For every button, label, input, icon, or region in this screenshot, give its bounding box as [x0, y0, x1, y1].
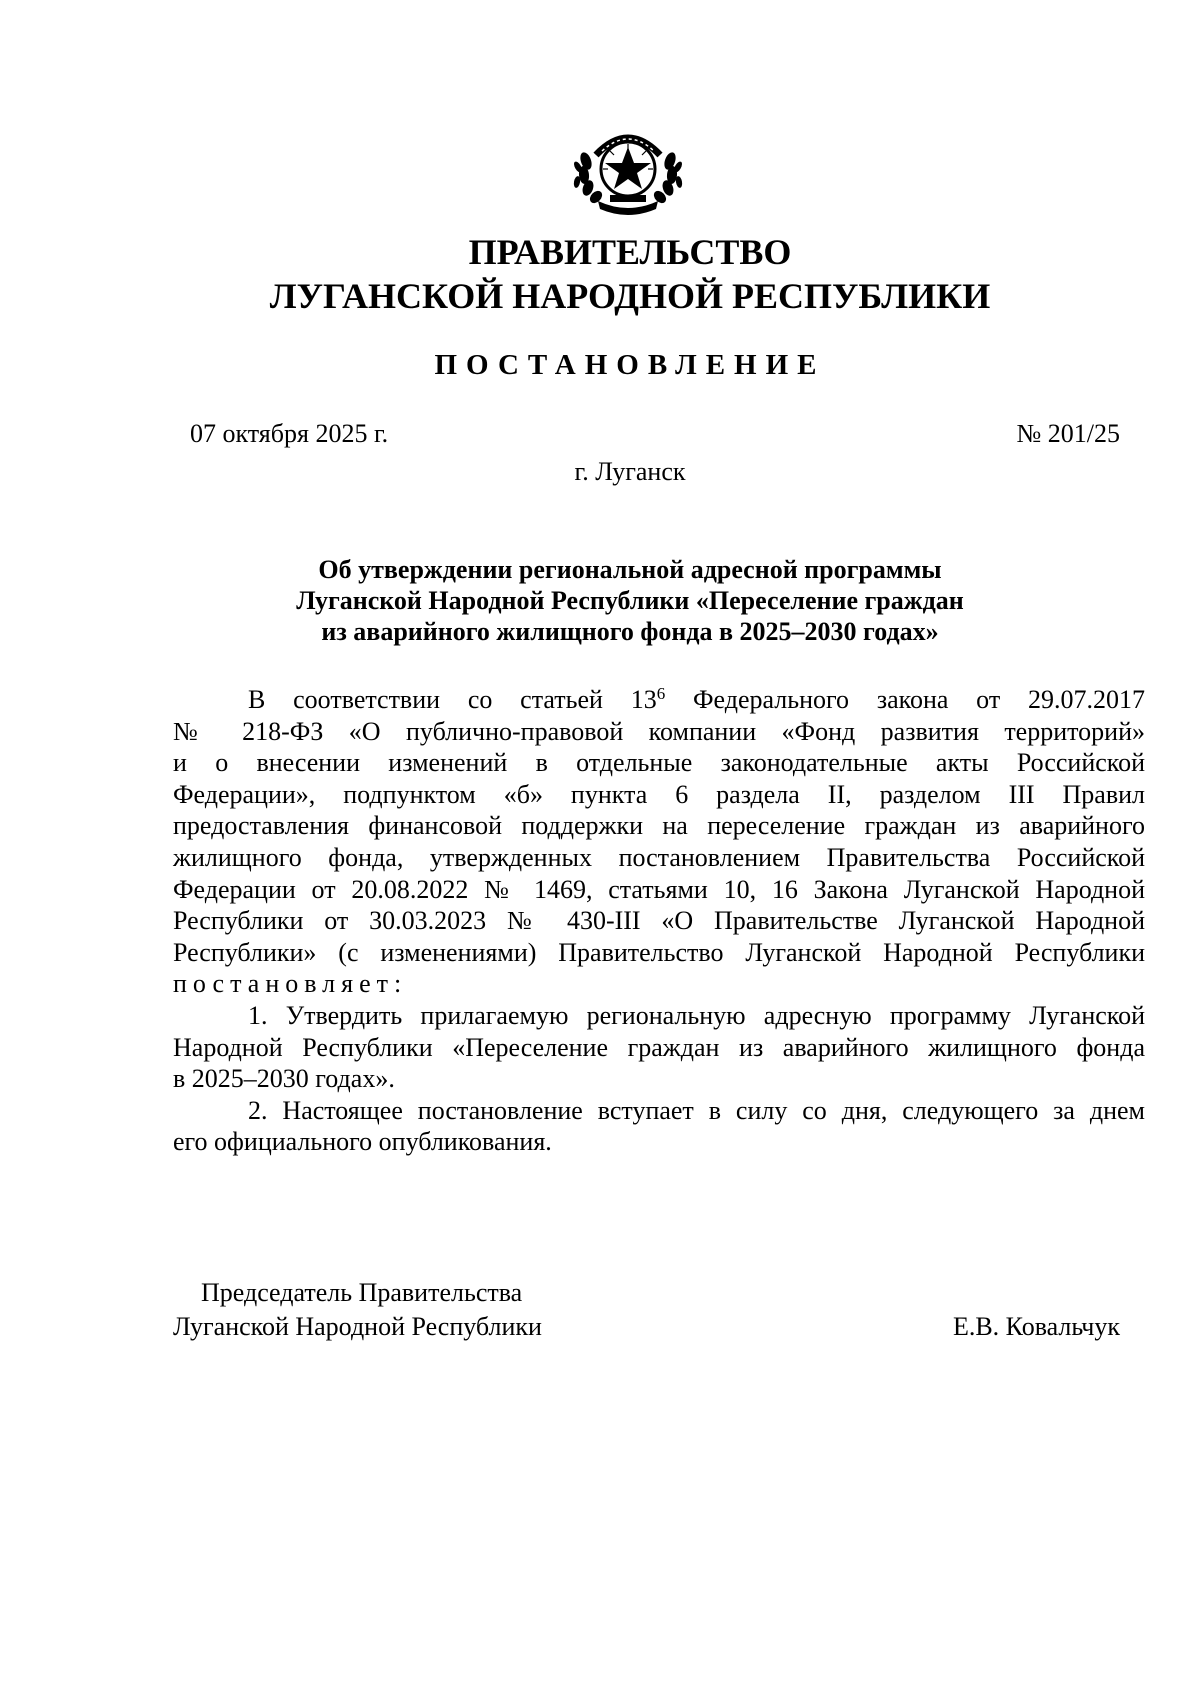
- subject-line: из аварийного жилищного фонда в 2025–2030 годах»: [321, 617, 939, 646]
- body-line: № 218-ФЗ «О публично-правовой компании «Фонд развития территорий»: [173, 716, 1145, 746]
- body-line: 2. Настоящее постановление вступает в силу со дня, следующего за днем: [248, 1095, 1145, 1125]
- document-type: ПОСТАНОВЛЕНИЕ: [434, 349, 826, 381]
- document-date: 07 октября 2025 г.: [190, 419, 389, 448]
- document-body: [173, 684, 1145, 1158]
- organization-title-line2: ЛУГАНСКОЙ НАРОДНОЙ РЕСПУБЛИКИ: [269, 276, 991, 316]
- signature-block: [173, 1276, 542, 1344]
- signatory-title-line1: Председатель Правительства: [201, 1278, 523, 1307]
- body-line: [173, 684, 1145, 716]
- body-line: его официального опубликования.: [173, 1127, 552, 1157]
- republic-emblem-icon: [568, 117, 688, 217]
- document-number: № 201/25: [1016, 419, 1120, 448]
- body-line: 1. Утвердить прилагаемую региональную адресную программу Луганской: [248, 1000, 1145, 1030]
- document-subject: [0, 554, 1200, 647]
- body-text-fragment: В соответствии со статьей 13: [248, 685, 657, 714]
- body-line: Федерации от 20.08.2022 № 1469, статьями 10, 16 Закона Луганской Народной: [173, 874, 1145, 904]
- body-line: Республики от 30.03.2023 № 430-III «О Правительстве Луганской Народной: [173, 906, 1145, 936]
- body-line: Республики» (с изменениями) Правительство Луганской Народной Республики: [173, 937, 1145, 967]
- subject-line: Луганской Народной Республики «Переселение граждан: [296, 586, 964, 615]
- body-line-resolves: постановляет:: [173, 969, 408, 999]
- body-line: предоставления финансовой поддержки на переселение граждан из аварийного: [173, 811, 1145, 841]
- body-line: и о внесении изменений в отдельные законодательные акты Российской: [173, 748, 1145, 778]
- organization-title-line1: ПРАВИТЕЛЬСТВО: [468, 232, 792, 272]
- subject-line: Об утверждении региональной адресной программы: [318, 555, 942, 584]
- body-line: Федерации», подпунктом «б» пункта 6 раздела II, разделом III Правил: [173, 779, 1145, 809]
- organization-title: [0, 230, 1200, 318]
- document-city: г. Луганск: [574, 457, 686, 486]
- signatory-title-line2: Луганской Народной Республики: [173, 1312, 542, 1341]
- signatory-name: Е.В. Ковальчук: [952, 1312, 1120, 1341]
- body-line: в 2025–2030 годах».: [173, 1064, 395, 1094]
- body-line: жилищного фонда, утвержденных постановлением Правительства Российской: [173, 842, 1145, 872]
- body-line: Народной Республики «Переселение граждан из аварийного жилищного фонда: [173, 1032, 1145, 1062]
- body-text-fragment: Федерального закона от 29.07.2017: [665, 685, 1145, 714]
- superscript-6: 6: [656, 684, 666, 703]
